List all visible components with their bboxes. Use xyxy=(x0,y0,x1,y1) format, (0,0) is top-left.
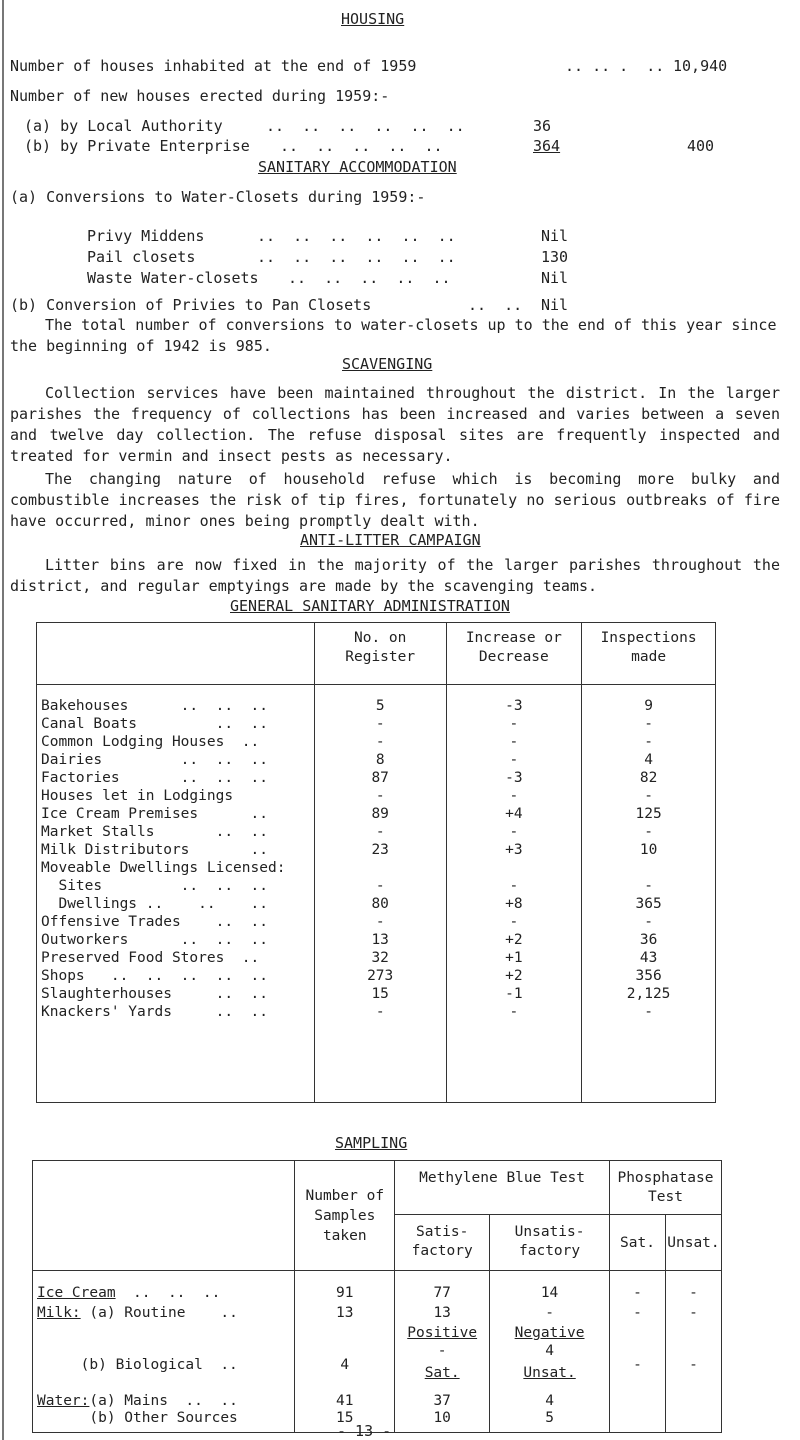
col-header-inspections: Inspections made xyxy=(582,623,716,685)
row-label-sites: Sites .. .. .. xyxy=(41,878,268,894)
sampling-labels-column xyxy=(33,1271,295,1433)
pail-closets-value: 130 xyxy=(541,248,569,266)
insp-sites: - xyxy=(644,878,653,894)
new-houses-label: Number of new houses erected during 1959:- xyxy=(10,87,390,105)
chg-houses-lodgings: - xyxy=(509,788,519,804)
sampling-heading: SAMPLING xyxy=(335,1134,408,1152)
row-label-outworkers: Outworkers .. .. .. xyxy=(41,932,268,948)
houses-inhabited-label: Number of houses inhabited at the end of 1959 xyxy=(10,57,417,75)
row-label-market-stalls: Market Stalls .. .. xyxy=(41,824,268,840)
insp-slaughterhouses: 2,125 xyxy=(626,986,671,1002)
chg-market-stalls: - xyxy=(509,824,519,840)
reg-preserved-food: 32 xyxy=(371,950,389,966)
sat-subheading: Sat. xyxy=(424,1365,460,1381)
row-label-shops: Shops .. .. .. .. .. xyxy=(41,968,268,984)
ice-cream-phosphatase-sat: - xyxy=(633,1285,642,1301)
milk-routine-samples: 13 xyxy=(336,1305,354,1321)
chg-knackers-yards: - xyxy=(509,1004,519,1020)
chg-ice-cream: +4 xyxy=(505,806,523,822)
chg-dwellings: +8 xyxy=(505,896,523,912)
subheader-satisfactory: Satis- factory xyxy=(395,1215,490,1271)
table-header-row xyxy=(37,623,716,685)
ice-cream-satisfactory: 77 xyxy=(433,1285,451,1301)
chg-outworkers: +2 xyxy=(505,932,523,948)
insp-milk-distributors: 10 xyxy=(639,842,658,858)
insp-shops: 356 xyxy=(635,968,662,984)
insp-houses-lodgings: - xyxy=(644,788,653,804)
scavenging-paragraph-2: The changing nature of household refuse which is becoming more bulky and combustible increases the risk of tip fires, fortunately no serious outbreaks of fire have occurred, minor ones being promptly dealt with. xyxy=(10,470,780,530)
water-other-samples: 15 xyxy=(336,1410,354,1426)
chg-common-lodging: - xyxy=(509,734,519,750)
milk-biological-row-label: (b) Biological .. xyxy=(37,1357,238,1373)
register-column xyxy=(314,685,446,1103)
reg-dwellings: 80 xyxy=(371,896,389,912)
general-sanitary-table xyxy=(36,622,716,1103)
water-mains-label: (a) Mains .. .. xyxy=(89,1393,238,1409)
housing-heading: HOUSING xyxy=(341,10,405,28)
water-mains-satisfactory: 37 xyxy=(433,1393,451,1409)
reg-offensive-trades: - xyxy=(375,914,385,930)
ice-cream-label: Ice Cream xyxy=(37,1285,116,1301)
pan-closets-value: Nil xyxy=(541,296,569,314)
conversions-total-text: The total number of conversions to water-closets up to the end of this year since the beginning of 1942 is 985. xyxy=(10,316,777,355)
reg-outworkers: 13 xyxy=(371,932,389,948)
sampling-table xyxy=(32,1160,722,1433)
ice-cream-row-label xyxy=(37,1285,220,1301)
chg-sites: - xyxy=(509,878,519,894)
col-header-change: Increase or Decrease xyxy=(446,623,582,685)
insp-dairies: 4 xyxy=(644,752,653,768)
waste-water-closets-value: Nil xyxy=(541,269,569,287)
reg-dairies: 8 xyxy=(375,752,385,768)
row-label-factories: Factories .. .. .. xyxy=(41,770,268,786)
row-label-knackers-yards: Knackers' Yards .. .. xyxy=(41,1004,268,1020)
water-mains-samples: 41 xyxy=(336,1393,354,1409)
subheader-unsatisfactory: Unsatis- factory xyxy=(490,1215,610,1271)
reg-bakehouses: 5 xyxy=(375,698,385,714)
water-other-row-label: (b) Other Sources xyxy=(37,1410,238,1426)
reg-canal-boats: - xyxy=(375,716,385,732)
ice-cream-leaders: .. .. .. xyxy=(115,1285,221,1301)
water-other-unsatisfactory: 5 xyxy=(545,1410,554,1426)
samples-taken-column xyxy=(295,1271,395,1433)
reg-ice-cream: 89 xyxy=(371,806,389,822)
scavenging-paragraph-1: Collection services have been maintained throughout the district. In the larger parishes the frequency of collections has been increased and varies between a seven and twelve day collection. The refuse disposal sites are frequently inspected and treated for vermin and insect pests as necessary. xyxy=(10,384,780,465)
col-header-number-samples: Number of Samples taken xyxy=(295,1161,395,1271)
insp-preserved-food: 43 xyxy=(639,950,658,966)
milk-biological-negative: 4 xyxy=(545,1343,554,1359)
anti-litter-paragraph: Litter bins are now fixed in the majority of the larger parishes throughout the district, and regular emptyings are made by the scavenging teams. xyxy=(10,556,780,595)
reg-market-stalls: - xyxy=(375,824,385,840)
chg-offensive-trades: - xyxy=(509,914,519,930)
unsat-subheading: Unsat. xyxy=(523,1365,576,1381)
water-label: Water: xyxy=(37,1393,90,1409)
scavenging-heading: SCAVENGING xyxy=(342,355,433,373)
milk-biological-samples: 4 xyxy=(340,1357,350,1373)
subheader-sat: Sat. xyxy=(609,1215,665,1271)
reg-slaughterhouses: 15 xyxy=(371,986,389,1002)
insp-offensive-trades: - xyxy=(644,914,653,930)
houses-inhabited-leaders: .. .. . .. xyxy=(565,57,665,75)
change-column xyxy=(446,685,582,1103)
inspections-column xyxy=(582,685,716,1103)
chg-slaughterhouses: -1 xyxy=(505,986,523,1002)
reg-shops: 273 xyxy=(367,968,394,984)
private-enterprise-value: 364 xyxy=(533,137,561,155)
insp-ice-cream: 125 xyxy=(635,806,662,822)
privy-middens-label: Privy Middens xyxy=(87,227,205,245)
general-sanitary-heading: GENERAL SANITARY ADMINISTRATION xyxy=(230,597,510,615)
sampling-body-row xyxy=(33,1271,722,1433)
conversions-label: (a) Conversions to Water-Closets during 1959:- xyxy=(10,188,426,206)
sampling-header-row-1 xyxy=(33,1161,722,1215)
milk-routine-label: (a) Routine xyxy=(89,1305,186,1321)
page-edge-rule xyxy=(2,0,4,1440)
chg-preserved-food: +1 xyxy=(505,950,523,966)
chg-factories: -3 xyxy=(505,770,523,786)
milk-routine-row-label xyxy=(37,1305,238,1321)
water-mains-unsatisfactory: 4 xyxy=(545,1393,554,1409)
insp-factories: 82 xyxy=(639,770,658,786)
row-label-ice-cream: Ice Cream Premises .. xyxy=(41,806,268,822)
phosphatase-unsat-column xyxy=(665,1271,721,1433)
private-enterprise-leaders: .. .. .. .. .. xyxy=(280,137,443,155)
insp-outworkers: 36 xyxy=(639,932,658,948)
row-label-milk-distributors: Milk Distributors .. xyxy=(41,842,268,858)
milk-routine-satisfactory: 13 xyxy=(433,1305,451,1321)
milk-routine-unsatisfactory: - xyxy=(545,1305,554,1321)
row-label-canal-boats: Canal Boats .. .. xyxy=(41,716,268,732)
reg-common-lodging: - xyxy=(375,734,385,750)
row-label-offensive-trades: Offensive Trades .. .. xyxy=(41,914,268,930)
privy-middens-value: Nil xyxy=(541,227,569,245)
reg-factories: 87 xyxy=(371,770,389,786)
ice-cream-unsatisfactory: 14 xyxy=(540,1285,559,1301)
milk-routine-phosphatase-sat: - xyxy=(633,1305,642,1321)
insp-common-lodging: - xyxy=(644,734,653,750)
table-header-blank xyxy=(37,623,315,685)
ice-cream-samples: 91 xyxy=(336,1285,354,1301)
reg-houses-lodgings: - xyxy=(375,788,385,804)
phosphatase-sat-column xyxy=(609,1271,665,1433)
private-enterprise-label: (b) by Private Enterprise xyxy=(24,137,250,155)
satisfactory-column xyxy=(395,1271,490,1433)
privy-middens-leaders: .. .. .. .. .. .. xyxy=(257,227,456,245)
milk-routine-leaders: .. xyxy=(185,1305,238,1321)
row-label-dairies: Dairies .. .. .. xyxy=(41,752,268,768)
insp-canal-boats: - xyxy=(644,716,653,732)
chg-moveable-dwellings xyxy=(447,859,582,877)
milk-biological-positive: - xyxy=(437,1343,447,1359)
row-label-houses-lodgings: Houses let in Lodgings xyxy=(41,788,234,804)
insp-knackers-yards: - xyxy=(644,1004,653,1020)
subheader-unsat: Unsat. xyxy=(665,1215,721,1271)
chg-shops: +2 xyxy=(505,968,523,984)
milk-biological-phosphatase-sat: - xyxy=(633,1357,642,1373)
negative-subheading: Negative xyxy=(514,1325,585,1341)
sampling-header-blank xyxy=(33,1161,295,1271)
local-authority-label: (a) by Local Authority xyxy=(24,117,223,135)
local-authority-value: 36 xyxy=(533,117,552,135)
row-label-common-lodging: Common Lodging Houses .. xyxy=(41,734,260,750)
insp-dwellings: 365 xyxy=(635,896,662,912)
chg-bakehouses: -3 xyxy=(505,698,523,714)
positive-subheading: Positive xyxy=(407,1325,478,1341)
reg-milk-distributors: 23 xyxy=(371,842,389,858)
insp-moveable-dwellings xyxy=(582,859,715,877)
pail-closets-leaders: .. .. .. .. .. .. xyxy=(257,248,456,266)
water-other-satisfactory: 10 xyxy=(433,1410,451,1426)
chg-canal-boats: - xyxy=(509,716,519,732)
page-number: - 13 - xyxy=(337,1422,392,1440)
milk-biological-phosphatase-unsat: - xyxy=(689,1357,698,1373)
col-header-methylene-blue: Methylene Blue Test xyxy=(395,1161,610,1215)
insp-bakehouses: 9 xyxy=(644,698,653,714)
chg-milk-distributors: +3 xyxy=(505,842,523,858)
milk-label: Milk: xyxy=(37,1305,81,1321)
row-labels-column xyxy=(37,685,315,1103)
reg-moveable-dwellings xyxy=(315,859,446,877)
reg-sites: - xyxy=(375,878,385,894)
row-label-dwellings: Dwellings .. .. .. xyxy=(41,896,268,912)
reg-knackers-yards: - xyxy=(375,1004,385,1020)
row-label-bakehouses: Bakehouses .. .. .. xyxy=(41,698,268,714)
row-label-slaughterhouses: Slaughterhouses .. .. xyxy=(41,986,268,1002)
chg-dairies: - xyxy=(509,752,519,768)
waste-water-closets-label: Waste Water-closets xyxy=(87,269,259,287)
waste-water-closets-leaders: .. .. .. .. .. xyxy=(288,269,451,287)
unsatisfactory-column xyxy=(490,1271,610,1433)
local-authority-leaders: .. .. .. .. .. .. xyxy=(266,117,465,135)
pan-closets-leaders: .. .. xyxy=(468,296,523,314)
ice-cream-phosphatase-unsat: - xyxy=(689,1285,698,1301)
pail-closets-label: Pail closets xyxy=(87,248,196,266)
row-label-moveable-dwellings: Moveable Dwellings Licensed: xyxy=(41,860,286,876)
water-mains-row-label xyxy=(37,1393,238,1409)
anti-litter-heading: ANTI-LITTER CAMPAIGN xyxy=(300,531,481,549)
table-body-row xyxy=(37,685,716,1103)
col-header-register: No. on Register xyxy=(314,623,446,685)
col-header-phosphatase: Phosphatase Test xyxy=(609,1161,721,1215)
pan-closets-label: (b) Conversion of Privies to Pan Closets xyxy=(10,296,372,314)
milk-routine-phosphatase-unsat: - xyxy=(689,1305,698,1321)
houses-inhabited-value: 10,940 xyxy=(673,57,728,75)
row-label-preserved-food: Preserved Food Stores .. xyxy=(41,950,260,966)
sanitary-heading: SANITARY ACCOMMODATION xyxy=(258,158,457,176)
insp-market-stalls: - xyxy=(644,824,653,840)
new-houses-total: 400 xyxy=(687,137,715,155)
